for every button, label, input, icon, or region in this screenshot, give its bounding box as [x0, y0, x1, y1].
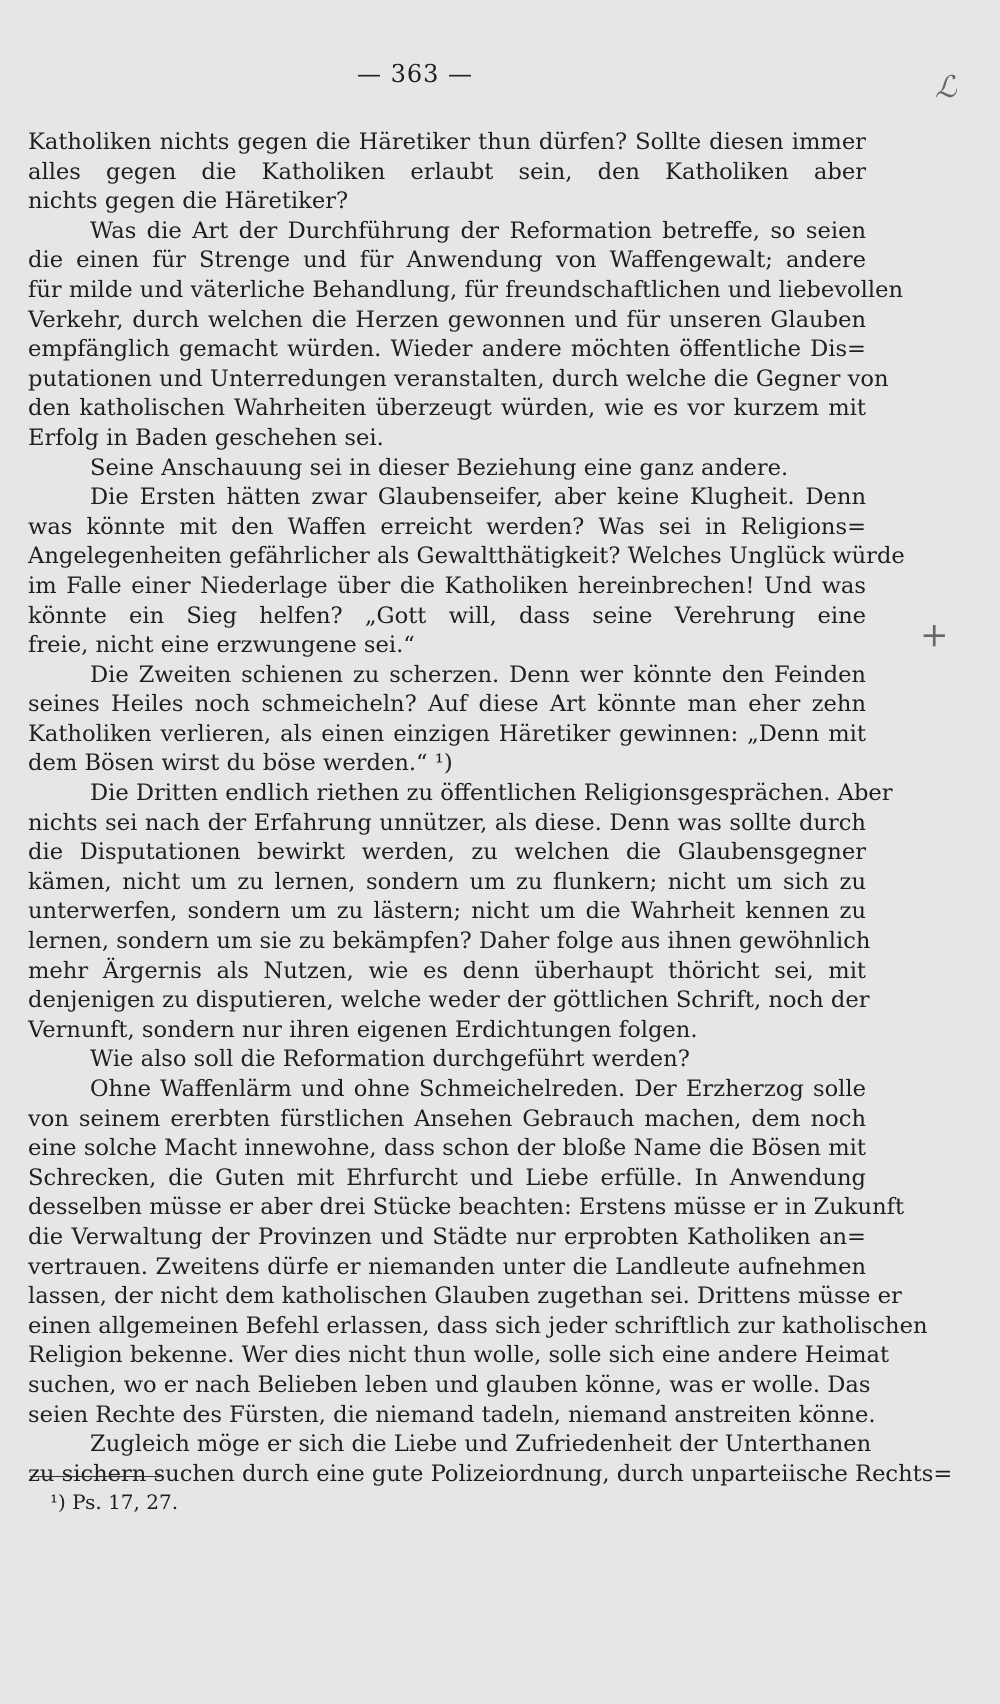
- text-line: einen allgemeinen Befehl erlassen, dass sich jeder schriftlich zur katholischen: [28, 1312, 928, 1339]
- text-line: vertrauen. Zweitens dürfe er niemanden unter die Landleute aufnehmen: [28, 1253, 866, 1280]
- text-line: Die Dritten endlich riethen zu öffentlichen Religionsgesprächen. Aber: [90, 780, 893, 807]
- text-line: Erfolg in Baden geschehen sei.: [28, 424, 384, 451]
- text-line: was könnte mit den Waffen erreicht werden? Was sei in Religions=: [28, 513, 866, 540]
- text-line: von seinem ererbten fürstlichen Ansehen Gebrauch machen, dem noch: [28, 1105, 866, 1132]
- text-line: Schrecken, die Guten mit Ehrfurcht und Liebe erfülle. In Anwendung: [28, 1164, 866, 1191]
- text-line: lassen, der nicht dem katholischen Glauben zugethan sei. Drittens müsse er: [28, 1283, 902, 1310]
- text-line: suchen, wo er nach Belieben leben und glauben könne, was er wolle. Das: [28, 1371, 871, 1398]
- text-line: Was die Art der Durchführung der Reformation betreffe, so seien: [90, 217, 866, 244]
- text-line: nichts gegen die Häretiker?: [28, 188, 349, 215]
- footnote-divider: [30, 1476, 160, 1477]
- footnote: ¹) Ps. 17, 27.: [50, 1490, 179, 1514]
- text-line: Angelegenheiten gefährlicher als Gewaltthätigkeit? Welches Unglück würde: [28, 543, 905, 570]
- text-line: den katholischen Wahrheiten überzeugt würden, wie es vor kurzem mit: [28, 395, 866, 422]
- text-line: empfänglich gemacht würden. Wieder andere möchten öffentliche Dis=: [28, 336, 866, 363]
- text-line: zu sichern suchen durch eine gute Polizeiordnung, durch unparteiische Rechts=: [28, 1460, 953, 1487]
- page-number: — 363 —: [356, 60, 474, 88]
- text-line: seien Rechte des Fürsten, die niemand tadeln, niemand anstreiten könne.: [28, 1401, 876, 1428]
- text-line: desselben müsse er aber drei Stücke beachten: Erstens müsse er in Zukunft: [28, 1194, 905, 1221]
- text-line: Vernunft, sondern nur ihren eigenen Erdichtungen folgen.: [28, 1016, 698, 1043]
- text-line: Katholiken verlieren, als einen einzigen Häretiker gewinnen: „Denn mit: [28, 720, 866, 747]
- text-line: unterwerfen, sondern um zu lästern; nicht um die Wahrheit kennen zu: [28, 898, 866, 925]
- body-text: [28, 128, 953, 1489]
- text-line: putationen und Unterredungen veranstalten, durch welche die Gegner von: [28, 365, 889, 392]
- text-line: die Verwaltung der Provinzen und Städte nur erprobten Katholiken an=: [28, 1223, 866, 1250]
- text-line: denjenigen zu disputieren, welche weder der göttlichen Schrift, noch der: [28, 987, 870, 1014]
- text-line: nichts sei nach der Erfahrung unnützer, als diese. Denn was sollte durch: [28, 809, 866, 836]
- text-line: Ohne Waffenlärm und ohne Schmeichelreden. Der Erzherzog solle: [90, 1076, 866, 1102]
- text-line: dem Bösen wirst du böse werden.“ ¹): [28, 750, 453, 777]
- text-line: für milde und väterliche Behandlung, für freundschaftlichen und liebevollen: [28, 276, 904, 303]
- text-line: die Disputationen bewirkt werden, zu welchen die Glaubensgegner: [28, 839, 866, 866]
- text-line: Verkehr, durch welchen die Herzen gewonnen und für unseren Glauben: [28, 306, 866, 333]
- text-line: freie, nicht eine erzwungene sei.“: [28, 632, 415, 659]
- text-line: Wie also soll die Reformation durchgeführt werden?: [90, 1046, 690, 1073]
- text-line: eine solche Macht innewohne, dass schon der bloße Name die Bösen mit: [28, 1135, 866, 1162]
- text-line: seines Heiles noch schmeicheln? Auf diese Art könnte man eher zehn: [28, 691, 866, 718]
- pencil-cross-mark: +: [920, 615, 949, 655]
- text-line: im Falle einer Niederlage über die Katholiken hereinbrechen! Und was: [28, 572, 866, 599]
- text-line: Zugleich möge er sich die Liebe und Zufriedenheit der Unterthanen: [90, 1431, 872, 1458]
- text-line: Religion bekenne. Wer dies nicht thun wolle, solle sich eine andere Heimat: [28, 1342, 890, 1369]
- text-line: kämen, nicht um zu lernen, sondern um zu flunkern; nicht um sich zu: [28, 868, 866, 895]
- text-line: Die Ersten hätten zwar Glaubenseifer, aber keine Klugheit. Denn: [90, 484, 866, 511]
- text-line: Katholiken nichts gegen die Häretiker thun dürfen? Sollte diesen immer: [28, 129, 866, 155]
- text-line: mehr Ärgernis als Nutzen, wie es denn überhaupt thöricht sei, mit: [28, 957, 866, 984]
- text-line: Die Zweiten schienen zu scherzen. Denn wer könnte den Feinden: [90, 661, 866, 688]
- text-line: könnte ein Sieg helfen? „Gott will, dass seine Verehrung eine: [28, 602, 866, 629]
- text-line: lernen, sondern um sie zu bekämpfen? Daher folge aus ihnen gewöhnlich: [28, 928, 871, 955]
- pencil-margin-mark: ℒ: [935, 70, 957, 105]
- text-line: alles gegen die Katholiken erlaubt sein, den Katholiken aber: [28, 158, 866, 185]
- text-line: die einen für Strenge und für Anwendung von Waffengewalt; andere: [28, 247, 866, 274]
- text-line: Seine Anschauung sei in dieser Beziehung eine ganz andere.: [90, 454, 789, 481]
